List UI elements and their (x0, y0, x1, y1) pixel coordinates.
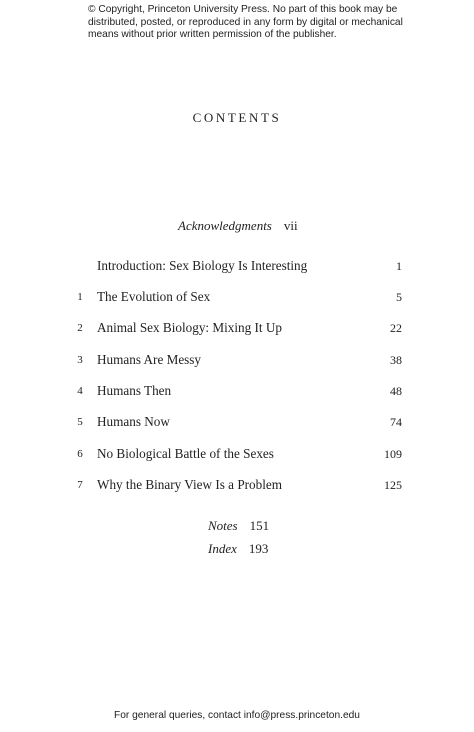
chapter-title: Humans Now (97, 414, 170, 429)
notes-title: Notes (208, 518, 238, 533)
index-page: 193 (248, 541, 269, 556)
chapter-title: The Evolution of Sex (97, 289, 211, 304)
chapter-number: 6 (77, 448, 83, 460)
footer-contact: For general queries, contact info@press.princeton.edu (114, 710, 360, 721)
copyright-line: means without prior written permission of the publisher. (88, 29, 337, 41)
page-title: CONTENTS (192, 110, 282, 125)
chapter-page: 109 (384, 447, 402, 461)
copyright-notice (88, 4, 403, 42)
toc-row (0, 414, 474, 432)
front-matter-entry (178, 218, 298, 234)
back-matter-entry (208, 541, 268, 557)
chapter-title: Why the Binary View Is a Problem (97, 477, 283, 492)
copyright-line: © Copyright, Princeton University Press. No part of this book may be (88, 4, 398, 15)
chapter-number: 3 (77, 354, 83, 366)
chapter-number: 2 (77, 322, 83, 334)
toc-row (0, 477, 474, 495)
back-matter-entry (208, 518, 269, 534)
acknowledgments-page: vii (283, 218, 298, 233)
toc-row (0, 289, 474, 307)
chapter-page: 22 (390, 321, 402, 335)
chapter-page: 74 (390, 415, 402, 429)
chapter-page: 125 (384, 478, 402, 492)
toc-row (0, 383, 474, 401)
chapter-page: 1 (396, 259, 402, 273)
chapter-number: 5 (77, 416, 83, 428)
toc-row (0, 320, 474, 338)
chapter-number: 1 (77, 291, 83, 303)
chapter-page: 48 (390, 384, 402, 398)
copyright-line: distributed, posted, or reproduced in any form by digital or mechanical (88, 16, 403, 28)
chapter-title: Humans Then (97, 383, 172, 398)
chapter-title: No Biological Battle of the Sexes (97, 446, 274, 461)
chapter-title: Humans Are Messy (97, 352, 202, 367)
chapter-number: 4 (77, 385, 83, 397)
index-title: Index (208, 541, 237, 556)
toc-row (0, 258, 474, 276)
chapter-page: 5 (396, 290, 402, 304)
toc-row (0, 446, 474, 464)
chapter-number: 7 (77, 479, 83, 491)
notes-page: 151 (249, 518, 270, 533)
chapter-title: Animal Sex Biology: Mixing It Up (97, 320, 282, 335)
acknowledgments-title: Acknowledgments (178, 218, 272, 233)
chapter-page: 38 (390, 353, 402, 367)
toc-row (0, 352, 474, 370)
chapter-title: Introduction: Sex Biology Is Interesting (97, 258, 308, 273)
